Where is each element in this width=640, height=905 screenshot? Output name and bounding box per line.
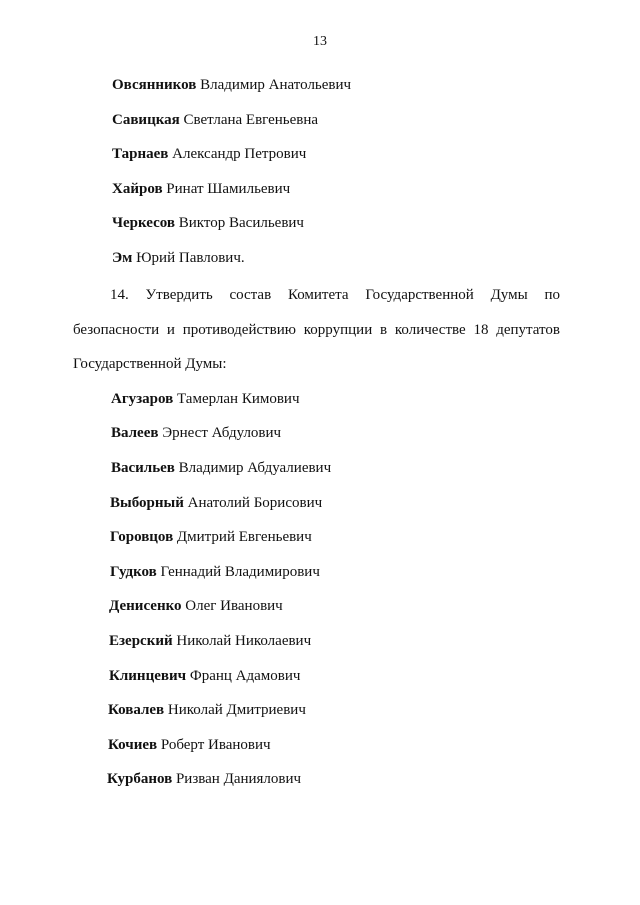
- surname: Выборный: [110, 495, 184, 511]
- list-item: [112, 144, 306, 164]
- surname: Ковалев: [108, 702, 165, 718]
- surname: Горовцов: [110, 529, 174, 545]
- list-item: [111, 423, 281, 443]
- surname: Агузаров: [111, 391, 174, 407]
- given-names: Юрий Павлович.: [136, 250, 245, 266]
- given-names: Николай Дмитриевич: [167, 702, 306, 718]
- given-names: Дмитрий Евгеньевич: [176, 529, 312, 545]
- surname: Савицкая: [112, 112, 180, 128]
- list-item: [108, 735, 271, 755]
- list-item: [111, 458, 331, 478]
- surname: Клинцевич: [109, 668, 187, 684]
- surname: Васильев: [111, 460, 175, 476]
- given-names: Ризван Даниялович: [175, 771, 302, 787]
- list-item: [112, 213, 304, 233]
- surname: Эм: [112, 250, 133, 266]
- given-names: Эрнест Абдулович: [162, 425, 282, 441]
- list-item: [110, 562, 320, 582]
- given-names: Александр Петрович: [172, 146, 307, 162]
- given-names: Роберт Иванович: [160, 737, 271, 753]
- given-names: Геннадий Владимирович: [160, 564, 320, 580]
- given-names: Франц Адамович: [189, 668, 301, 684]
- given-names: Владимир Анатольевич: [200, 77, 352, 93]
- paragraph-14-line-1: 14. Утвердить состав Комитета Государственной Думы по: [110, 287, 560, 303]
- paragraph-14-line-2: безопасности и противодействию коррупции в количестве 18 депутатов: [73, 322, 560, 338]
- surname: Валеев: [111, 425, 159, 441]
- surname: Курбанов: [107, 771, 173, 787]
- list-item: [108, 700, 306, 720]
- surname: Езерский: [109, 633, 173, 649]
- given-names: Анатолий Борисович: [187, 495, 323, 511]
- given-names: Виктор Васильевич: [178, 215, 304, 231]
- paragraph-14-line-3: Государственной Думы:: [73, 356, 227, 372]
- list-item: [112, 75, 351, 95]
- given-names: Тамерлан Кимович: [177, 391, 300, 407]
- surname: Тарнаев: [112, 146, 169, 162]
- surname: Черкесов: [112, 215, 176, 231]
- surname: Денисенко: [109, 598, 182, 614]
- surname: Кочиев: [108, 737, 158, 753]
- given-names: Светлана Евгеньевна: [183, 112, 319, 128]
- page-number: 13: [313, 34, 327, 49]
- list-item: [110, 527, 312, 547]
- list-item: [109, 596, 283, 616]
- list-item: [112, 248, 245, 268]
- given-names: Олег Иванович: [185, 598, 283, 614]
- given-names: Владимир Абдуалиевич: [178, 460, 332, 476]
- given-names: Николай Николаевич: [176, 633, 312, 649]
- list-item: [109, 666, 300, 686]
- list-item: [112, 179, 290, 199]
- list-item: [112, 110, 318, 130]
- list-item: [109, 631, 311, 651]
- given-names: Ринат Шамильевич: [166, 181, 291, 197]
- list-item: [107, 769, 301, 789]
- surname: Хайров: [112, 181, 163, 197]
- surname: Овсянников: [112, 77, 197, 93]
- list-item: [110, 493, 322, 513]
- list-item: [111, 389, 300, 409]
- surname: Гудков: [110, 564, 157, 580]
